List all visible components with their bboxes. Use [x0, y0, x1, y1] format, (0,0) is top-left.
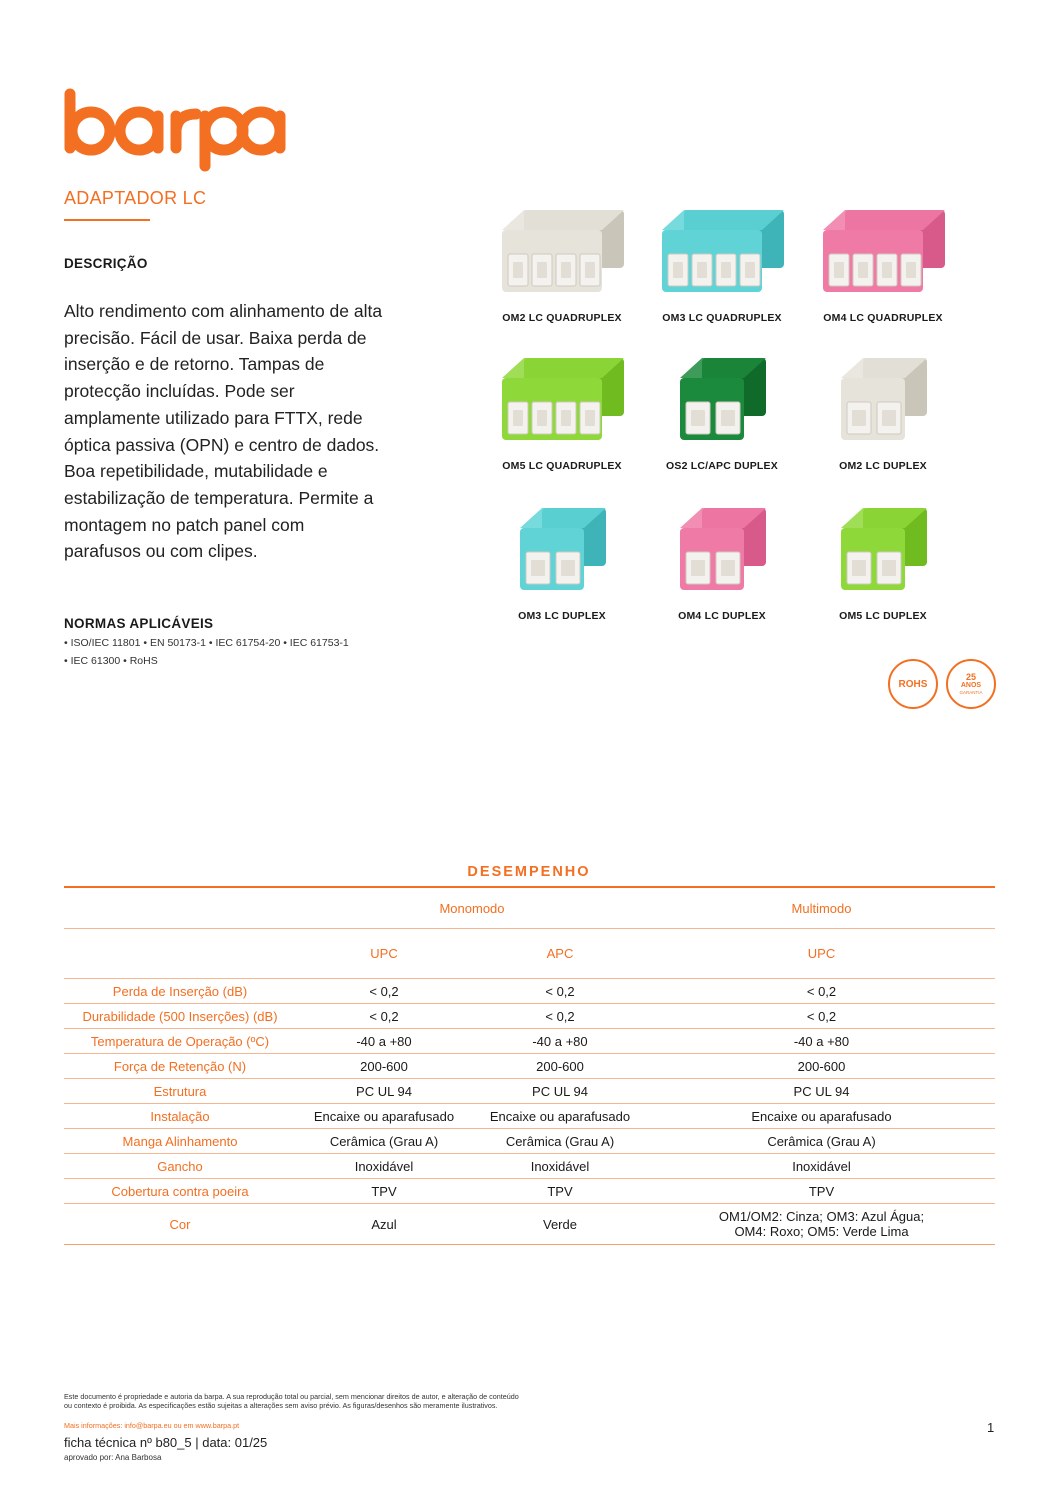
table-cell: Azul [296, 1204, 472, 1245]
table-cell: < 0,2 [296, 1004, 472, 1029]
barpa-logo [62, 86, 292, 176]
table-cell: Encaixe ou aparafusado [296, 1104, 472, 1129]
table-cell: TPV [296, 1179, 472, 1204]
norms-line: • IEC 61300 • RoHS [64, 655, 158, 667]
warranty-years: 25 [965, 671, 976, 682]
description-heading: DESCRIÇÃO [64, 256, 148, 271]
table-cell: Cerâmica (Grau A) [296, 1129, 472, 1154]
warranty-badge [946, 659, 996, 709]
table-cell: < 0,2 [472, 1004, 648, 1029]
table-row [64, 1204, 995, 1245]
table-cell: Cerâmica (Grau A) [648, 1129, 995, 1154]
col-upc-multimode: UPC [648, 929, 995, 979]
color-line: OM1/OM2: Cinza; OM3: Azul Água; [718, 1209, 925, 1224]
description-text: Alto rendimento com alinhamento de alta precisão. Fácil de usar. Baixa perda de inserção e de retorno. Tampas de protecção incluídas. Pode ser amplamente utilizado para FTTX, rede óptica passiva (OPN) e centro de dados. Boa repetibilidade, mutabilidade e estabilização de temperatura. Permite a montagem no patch panel com parafusos ou com clipes. [64, 301, 383, 562]
table-cell: Inoxidável [472, 1154, 648, 1179]
table-cell: TPV [648, 1179, 995, 1204]
table-cell: < 0,2 [296, 979, 472, 1004]
group-singlemode: Monomodo [296, 888, 648, 929]
table-cell: Verde [472, 1204, 648, 1245]
table-cell: -40 a +80 [648, 1029, 995, 1054]
table-cell: PC UL 94 [472, 1079, 648, 1104]
row-label: Estrutura [64, 1079, 296, 1104]
product-item [803, 348, 963, 498]
table-cell: -40 a +80 [296, 1029, 472, 1054]
product-item [482, 348, 642, 498]
adapter-image [813, 498, 953, 606]
row-label: Força de Retenção (N) [64, 1054, 296, 1079]
adapter-image [652, 498, 792, 606]
table-cell: Cerâmica (Grau A) [472, 1129, 648, 1154]
table-row [64, 1154, 995, 1179]
page-number: 1 [987, 1420, 995, 1435]
warranty-word: ANOS [960, 681, 982, 689]
norms-line: • ISO/IEC 11801 • EN 50173-1 • IEC 61754-20 • IEC 61753-1 [64, 637, 349, 649]
adapter-image [652, 348, 792, 456]
adapter-image [492, 200, 632, 308]
adapter-image [492, 498, 632, 606]
table-cell: < 0,2 [648, 1004, 995, 1029]
footer-contact[interactable]: Mais informações: info@barpa.eu ou em www.barpa.pt [64, 1421, 240, 1430]
table-cell: TPV [472, 1179, 648, 1204]
group-multimode: Multimodo [648, 888, 995, 929]
product-label: OM5 LC QUADRUPLEX [502, 460, 622, 472]
footer-legal-text: Este documento é propriedade e autoria da barpa. A sua reprodução total ou parcial, sem mencionar direitos de autor, e alteração de conteúdo ou contexto é proibida. As especificações estão sujeitas a alterações sem aviso prévio. As figuras/desenhos são meramente ilustrativos. [64, 1392, 519, 1410]
table-cell: PC UL 94 [648, 1079, 995, 1104]
adapter-image [652, 200, 792, 308]
table-row [64, 979, 995, 1004]
table-cell [648, 1204, 995, 1245]
table-cell: Encaixe ou aparafusado [472, 1104, 648, 1129]
table-row [64, 1104, 995, 1129]
table-row [64, 1054, 995, 1079]
rohs-badge [888, 659, 938, 709]
table-cell: Encaixe ou aparafusado [648, 1104, 995, 1129]
norms-heading: NORMAS APLICÁVEIS [64, 616, 214, 631]
color-line: OM4: Roxo; OM5: Verde Lima [734, 1224, 909, 1239]
row-label: Cor [64, 1204, 296, 1245]
table-cell: 200-600 [648, 1054, 995, 1079]
row-label: Cobertura contra poeira [64, 1179, 296, 1204]
product-item [803, 498, 963, 648]
col-upc-singlemode: UPC [296, 929, 472, 979]
title-underline [64, 219, 150, 221]
product-label: OM2 LC DUPLEX [839, 460, 927, 472]
product-label: OM2 LC QUADRUPLEX [502, 312, 622, 324]
product-label: OS2 LC/APC DUPLEX [666, 460, 778, 472]
adapter-image [813, 348, 953, 456]
table-cell: 200-600 [472, 1054, 648, 1079]
table-cell: Inoxidável [296, 1154, 472, 1179]
table-row [64, 1079, 995, 1104]
table-cell [64, 929, 296, 979]
product-label: OM5 LC DUPLEX [839, 610, 927, 622]
product-label: OM4 LC QUADRUPLEX [823, 312, 943, 324]
table-row [64, 1029, 995, 1054]
product-label: OM4 LC DUPLEX [678, 610, 766, 622]
table-column-header [64, 929, 995, 979]
table-cell: < 0,2 [472, 979, 648, 1004]
table-cell: 200-600 [296, 1054, 472, 1079]
table-cell: -40 a +80 [472, 1029, 648, 1054]
adapter-image [813, 200, 953, 308]
table-row [64, 1004, 995, 1029]
product-item [482, 498, 642, 648]
product-item [482, 200, 642, 350]
table-row [64, 1179, 995, 1204]
row-label: Perda de Inserção (dB) [64, 979, 296, 1004]
warranty-sub: GARANTIA [959, 689, 983, 695]
row-label: Durabilidade (500 Inserções) (dB) [64, 1004, 296, 1029]
product-label: OM3 LC DUPLEX [518, 610, 606, 622]
product-label: OM3 LC QUADRUPLEX [662, 312, 782, 324]
adapter-image [492, 348, 632, 456]
product-item [803, 200, 963, 350]
row-label: Manga Alinhamento [64, 1129, 296, 1154]
table-row [64, 1129, 995, 1154]
performance-heading: DESEMPENHO [467, 864, 591, 880]
rohs-badge-text: ROHS [898, 678, 928, 690]
product-item [642, 348, 802, 498]
col-apc-singlemode: APC [472, 929, 648, 979]
row-label: Gancho [64, 1154, 296, 1179]
table-cell: < 0,2 [648, 979, 995, 1004]
product-item [642, 498, 802, 648]
table-cell [64, 888, 296, 929]
performance-table [64, 888, 995, 1245]
row-label: Temperatura de Operação (ºC) [64, 1029, 296, 1054]
footer-approved: aprovado por: Ana Barbosa [64, 1453, 162, 1462]
table-cell: Inoxidável [648, 1154, 995, 1179]
product-item [642, 200, 802, 350]
table-cell: PC UL 94 [296, 1079, 472, 1104]
table-group-header [64, 888, 995, 929]
product-title: ADAPTADOR LC [64, 188, 207, 208]
footer-sheet-info: ficha técnica nº b80_5 | data: 01/25 [64, 1435, 268, 1450]
row-label: Instalação [64, 1104, 296, 1129]
